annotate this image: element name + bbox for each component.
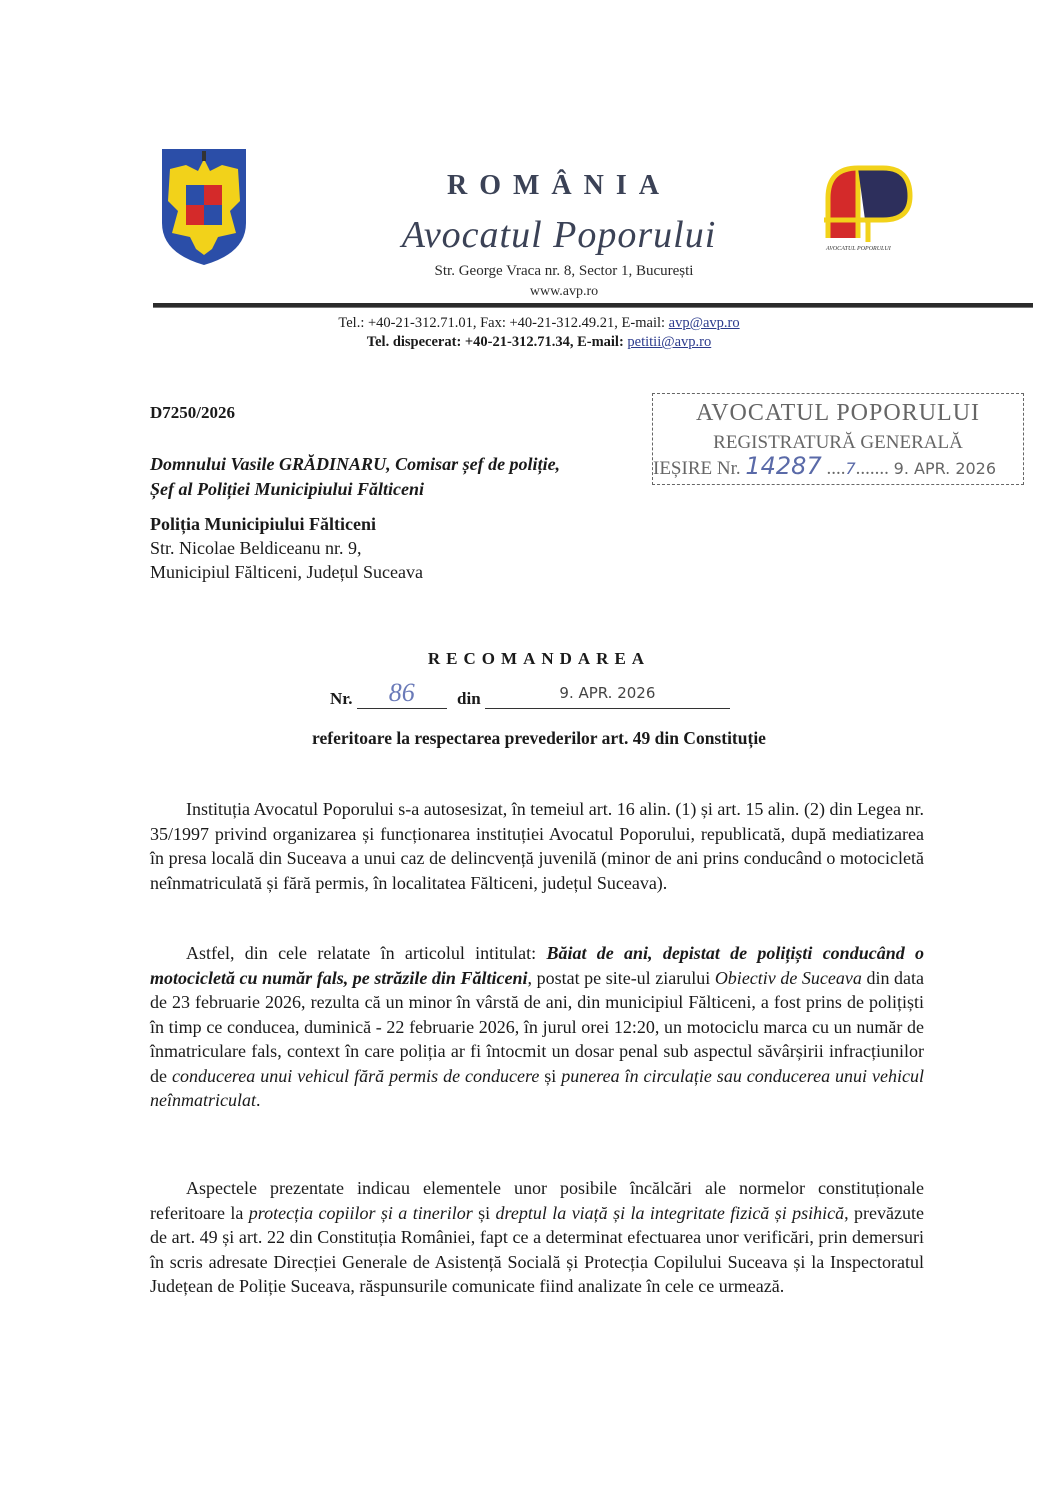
p3-text-c: , prevăzute de art. 49 și art. 22 din Constituția României, fapt ce a determinat efectuarea unor verificări, prin demersuri în scris adresate Direcției Generale de Asistență Socială și Protecția Copilului Suceava și la Inspectoratul Județean de Poliție Suceava, răspunsurile comunicate fiind analizate în cele ce urmează.: [150, 1202, 925, 1296]
country-title: ROMÂNIA: [447, 170, 671, 201]
recommendation-title: RECOMANDAREA: [427, 649, 651, 668]
offence-1: conducerea unui vehicul fără permis de conducere: [171, 1065, 540, 1086]
header-divider: [153, 303, 1033, 308]
contact-dispatch: Tel. dispecerat: +40-21-312.71.34, E-mail:: [366, 334, 628, 350]
p2-text-e: .: [256, 1090, 261, 1110]
body-paragraph-2: [150, 941, 924, 1113]
p2-text-b: , postat pe site-ul ziarului: [527, 967, 715, 988]
email-link-petitii[interactable]: petitii@avp.ro: [627, 334, 712, 350]
recommendation-number-row: [330, 680, 730, 709]
recommendation-number: 86: [357, 680, 447, 709]
stamp-institution: AVOCATUL POPORULUI: [695, 400, 981, 426]
p3-text-b: și: [472, 1202, 496, 1223]
contact-phone-fax: Tel.: +40-21-312.71.01, Fax: +40-21-312.49.21, E-mail:: [338, 315, 669, 331]
p2-text-c: din data de 23 februarie 2026, rezulta că un minor în vârstă de ani, din municipiul Fălticeni, a fost prins de polițiști în timp ce conducea, duminică - 22 februarie 2026, în jurul orei 12:20, un motociclu marca cu un număr de înmatriculare fals, context în care poliția ar fi întocmit un dosar penal sub aspectul săvârșirii infracțiunilor de: [150, 967, 925, 1086]
p2-text-a: Astfel, din cele relatate în articolul intitulat:: [186, 943, 547, 963]
offence-2: punerea în circulație sau conducerea unui vehicul neînmatriculat: [150, 1065, 924, 1110]
stamp-exit-row: IEȘIRE Nr. 14287 ....7....... 9. APR. 2026: [653, 452, 997, 480]
email-link-avp[interactable]: avp@avp.ro: [668, 315, 740, 331]
recipient-institution: Poliția Municipiului Fălticeni: [150, 514, 377, 534]
date-label: din: [457, 689, 481, 708]
contact-line-2: [0, 334, 1058, 351]
recipient-street: Str. Nicolae Beldiceanu nr. 9,: [150, 538, 362, 558]
p3-text-a: Aspectele prezentate indicau elementele unor posibile încălcări ale normelor constituționale referitoare la: [150, 1178, 924, 1223]
constitutional-right-2: dreptul la viață și la integritate fizică și psihică: [495, 1202, 845, 1223]
stamp-sub-number: 7: [845, 459, 856, 478]
newspaper-name: Obiectiv de Suceava: [714, 967, 862, 988]
constitutional-right-1: protecția copiilor și a tinerilor: [248, 1202, 473, 1223]
logo-caption: AVOCATUL POPORULUI: [826, 246, 891, 252]
nr-label: Nr.: [330, 689, 353, 708]
body-paragraph-1: Instituția Avocatul Poporului s-a autosesizat, în temeiul art. 16 alin. (1) și art. 15 alin. (2) din Legea nr. 35/1997 privind organizarea și funcționarea instituției Avocatul Poporului, republicată, după mediatizarea în presa locală din Suceava a unui caz de delincvență juvenilă (minor de ani prins conducând o motocicletă neînmatriculată și fără permis, în localitatea Fălticeni, județul Suceava).: [150, 799, 924, 893]
institution-name: Avocatul Poporului: [401, 214, 717, 256]
recipient-city: Municipiul Fălticeni, Județul Suceava: [150, 562, 423, 582]
p2-text-d: și: [539, 1065, 562, 1086]
stamp-registry: REGISTRATURĂ GENERALĂ: [713, 432, 963, 453]
addressee-position: Șef al Poliției Municipiului Fălticeni: [150, 479, 425, 499]
stamp-exit-number: 14287: [745, 452, 822, 480]
addressee-name: Domnului Vasile GRĂDINARU, Comisar șef de poliție,: [150, 454, 561, 474]
avocatul-poporului-logo-icon: [818, 158, 918, 258]
recommendation-subject: referitoare la respectarea prevederilor art. 49 din Constituție: [312, 728, 766, 748]
contact-line-1: [0, 315, 1058, 332]
article-title: Băiat de ani, depistat de polițiști conducând o motocicletă cu număr fals, pe străzile din Fălticeni: [150, 943, 924, 988]
institution-website[interactable]: www.avp.ro: [529, 284, 599, 299]
recommendation-date: 9. APR. 2026: [485, 684, 730, 709]
stamp-date: 9. APR. 2026: [893, 459, 997, 478]
document-reference: D7250/2026: [150, 403, 235, 422]
registry-stamp: [652, 393, 1024, 485]
institution-address: Str. George Vraca nr. 8, Sector 1, București: [434, 263, 694, 279]
stamp-exit-label: IEȘIRE Nr.: [653, 458, 741, 479]
body-paragraph-3: [150, 1176, 924, 1299]
